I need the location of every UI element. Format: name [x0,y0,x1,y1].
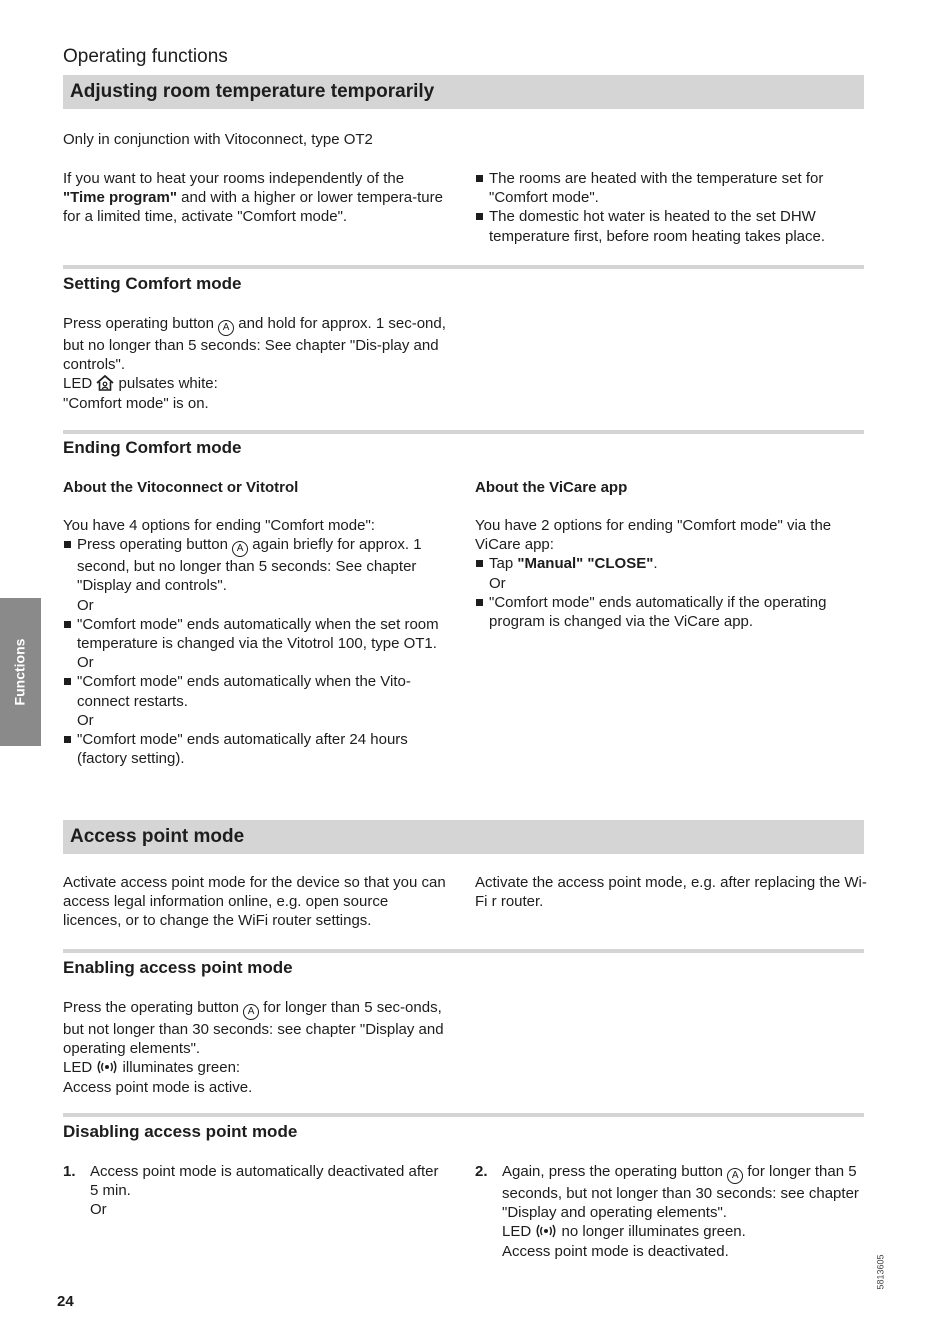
heading-vicare-app: About the ViCare app [475,479,628,496]
list-item: "Comfort mode" ends automatically if the operating program is changed via the ViCare app. [475,593,865,631]
list-item: "Comfort mode" ends automatically when the set room temperature is changed via the Vitotrol 100, type OT1. Or [63,615,458,673]
access-right-text: Activate the access point mode, e.g. after replacing the Wi-Fi r router. [475,874,867,911]
button-a-icon: A [218,320,234,336]
list-item: "Comfort mode" ends automatically when the Vito-connect restarts. Or [63,672,458,730]
manual-close-term: "Manual" "CLOSE" [517,555,654,573]
list-item: The rooms are heated with the temperature set for "Comfort mode". [475,169,865,207]
enabling-instructions: Press the operating button A for longer than 5 sec-onds, but not longer than 30 seconds: see chapter "Display and operating elements". LED illuminates green: Access point mode is active. [63,999,444,1096]
comfort-effects-list [475,169,865,246]
options-intro: You have 2 options for ending "Comfort mode" via the ViCare app: [475,517,832,554]
side-tab-functions: Functions [0,598,41,746]
access-left-text: Activate access point mode for the device so that you can access legal information online, e.g. open source licences, or to change the WiFi router settings. [63,874,446,930]
section-divider [63,1113,864,1117]
heading-access-point: Access point mode [63,820,864,854]
section-divider [63,430,864,434]
heading-vitoconnect-vitotrol: About the Vitoconnect or Vitotrol [63,479,299,496]
house-comfort-icon [96,375,114,391]
button-a-icon: A [232,541,248,557]
conjunction-note: Only in conjunction with Vitoconnect, type OT2 [63,131,373,148]
list-item: Press operating button A again briefly for approx. 1 second, but no longer than 5 seconds: See chapter "Display and controls". Or [63,535,458,615]
vicare-options [475,516,865,631]
page-number: 24 [57,1293,74,1310]
disabling-step-2: 2. Again, press the operating button A for longer than 5 seconds, but not longer than 30 seconds: see chapter "Display and operating elements". LED no longer illuminates green. Access point mode is deactivated. [475,1163,859,1260]
heading-ending-comfort: Ending Comfort mode [63,438,242,457]
wifi-signal-icon [535,1224,557,1238]
intro-text: If you want to heat your rooms independently of the "Time program" and with a higher or lower tempera-ture for a limited time, activate "Comfort mode". [63,170,443,226]
heading-disabling-access: Disabling access point mode [63,1122,298,1141]
button-a-icon: A [243,1004,259,1020]
heading-setting-comfort: Setting Comfort mode [63,274,242,293]
heading-enabling-access: Enabling access point mode [63,958,293,977]
time-program-term: "Time program" [63,189,177,207]
wifi-signal-icon [96,1060,118,1074]
heading-adjusting-temperature: Adjusting room temperature temporarily [63,75,864,109]
document-number: 5813605 [875,1254,886,1290]
section-divider [63,265,864,269]
vitoconnect-options [63,516,458,768]
disabling-step-1: 1. Access point mode is automatically deactivated after 5 min. Or [63,1163,439,1219]
options-intro: You have 4 options for ending "Comfort mode": [63,517,375,534]
setting-instructions: Press operating button A and hold for approx. 1 sec-ond, but no longer than 5 seconds: See chapter "Dis-play and controls". LED pulsates white: "Comfort mode" is on. [63,315,446,412]
list-item: Tap "Manual" "CLOSE". Or [475,554,865,592]
list-item: The domestic hot water is heated to the set DHW temperature first, before room heating takes place. [475,207,865,245]
button-a-icon: A [727,1168,743,1184]
list-item: "Comfort mode" ends automatically after 24 hours (factory setting). [63,730,458,768]
section-divider [63,949,864,953]
section-header: Operating functions [63,46,228,67]
